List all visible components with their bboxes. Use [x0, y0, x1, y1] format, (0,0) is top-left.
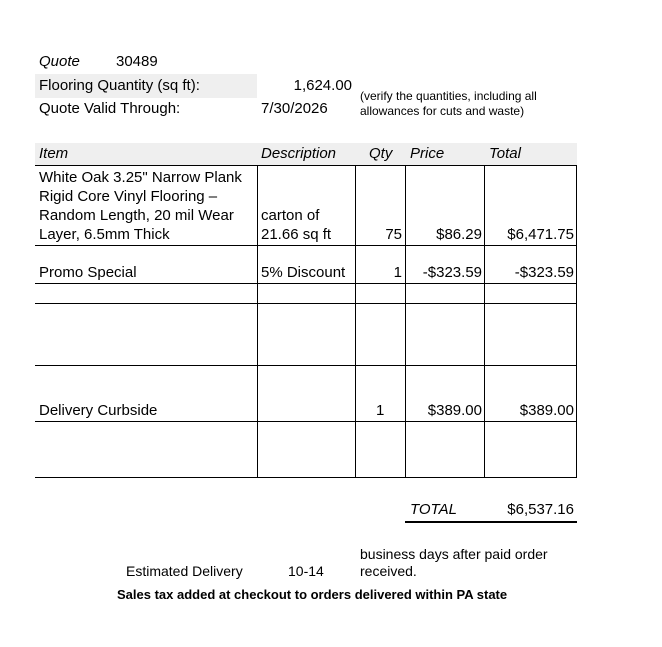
row-2-price: -$323.59	[422, 264, 482, 281]
row-1-item-line2: Rigid Core Vinyl Flooring –	[39, 188, 218, 205]
row-1-description-line2: 21.66 sq ft	[261, 226, 332, 243]
quote-label: Quote	[39, 53, 80, 70]
delivery-range: 10-14	[288, 563, 324, 579]
quantity-note-line2: allowances for cuts and waste)	[360, 104, 525, 118]
grid-line	[35, 477, 577, 478]
quantity-note-line1: (verify the quantities, including all	[360, 89, 537, 103]
quote-number: 30489	[116, 53, 158, 70]
grid-line	[35, 245, 577, 246]
col-qty-header: Qty	[369, 145, 393, 162]
row-2-item: Promo Special	[39, 264, 137, 281]
row-1-item-line1: White Oak 3.25" Narrow Plank	[39, 169, 242, 186]
total-label: TOTAL	[410, 501, 457, 518]
total-value: $6,537.16	[507, 501, 574, 518]
delivery-note-line1: business days after paid order	[360, 546, 548, 562]
row-1-price: $86.29	[436, 226, 482, 243]
col-total-header: Total	[489, 145, 521, 162]
grid-line	[484, 165, 485, 478]
total-underline	[405, 521, 577, 523]
delivery-label: Estimated Delivery	[126, 563, 243, 579]
row-1-qty: 75	[385, 226, 402, 243]
row-3-qty: 1	[376, 402, 385, 419]
grid-line	[35, 421, 577, 422]
row-1-total: $6,471.75	[507, 226, 574, 243]
col-price-header: Price	[410, 145, 445, 162]
col-description-header: Description	[261, 145, 337, 162]
row-3-item: Delivery Curbside	[39, 402, 158, 419]
grid-line	[576, 165, 577, 478]
row-1-item-line4: Layer, 6.5mm Thick	[39, 226, 170, 243]
sales-tax-note: Sales tax added at checkout to orders delivered within PA state	[117, 587, 508, 602]
row-3-price: $389.00	[427, 402, 482, 419]
row-2-total: -$323.59	[514, 264, 574, 281]
row-1-item-line3: Random Length, 20 mil Wear	[39, 207, 234, 224]
grid-line	[355, 165, 356, 478]
col-item-header: Item	[39, 145, 69, 162]
flooring-quantity-label-text: Flooring Quantity (sq ft):	[39, 77, 200, 94]
row-2-qty: 1	[393, 264, 402, 281]
grid-line	[35, 365, 577, 366]
grid-line	[405, 165, 406, 478]
valid-through-value: 7/30/2026	[261, 100, 328, 117]
flooring-quantity-value: 1,624.00	[293, 77, 352, 94]
row-1-description-line1: carton of	[261, 207, 320, 224]
grid-line	[257, 165, 258, 478]
valid-through-label: Quote Valid Through:	[39, 100, 181, 117]
grid-line	[35, 283, 577, 284]
row-2-description: 5% Discount	[261, 264, 346, 281]
row-3-total: $389.00	[519, 402, 574, 419]
grid-line	[35, 303, 577, 304]
delivery-note-line2: received.	[360, 563, 417, 579]
grid-line	[35, 165, 577, 166]
